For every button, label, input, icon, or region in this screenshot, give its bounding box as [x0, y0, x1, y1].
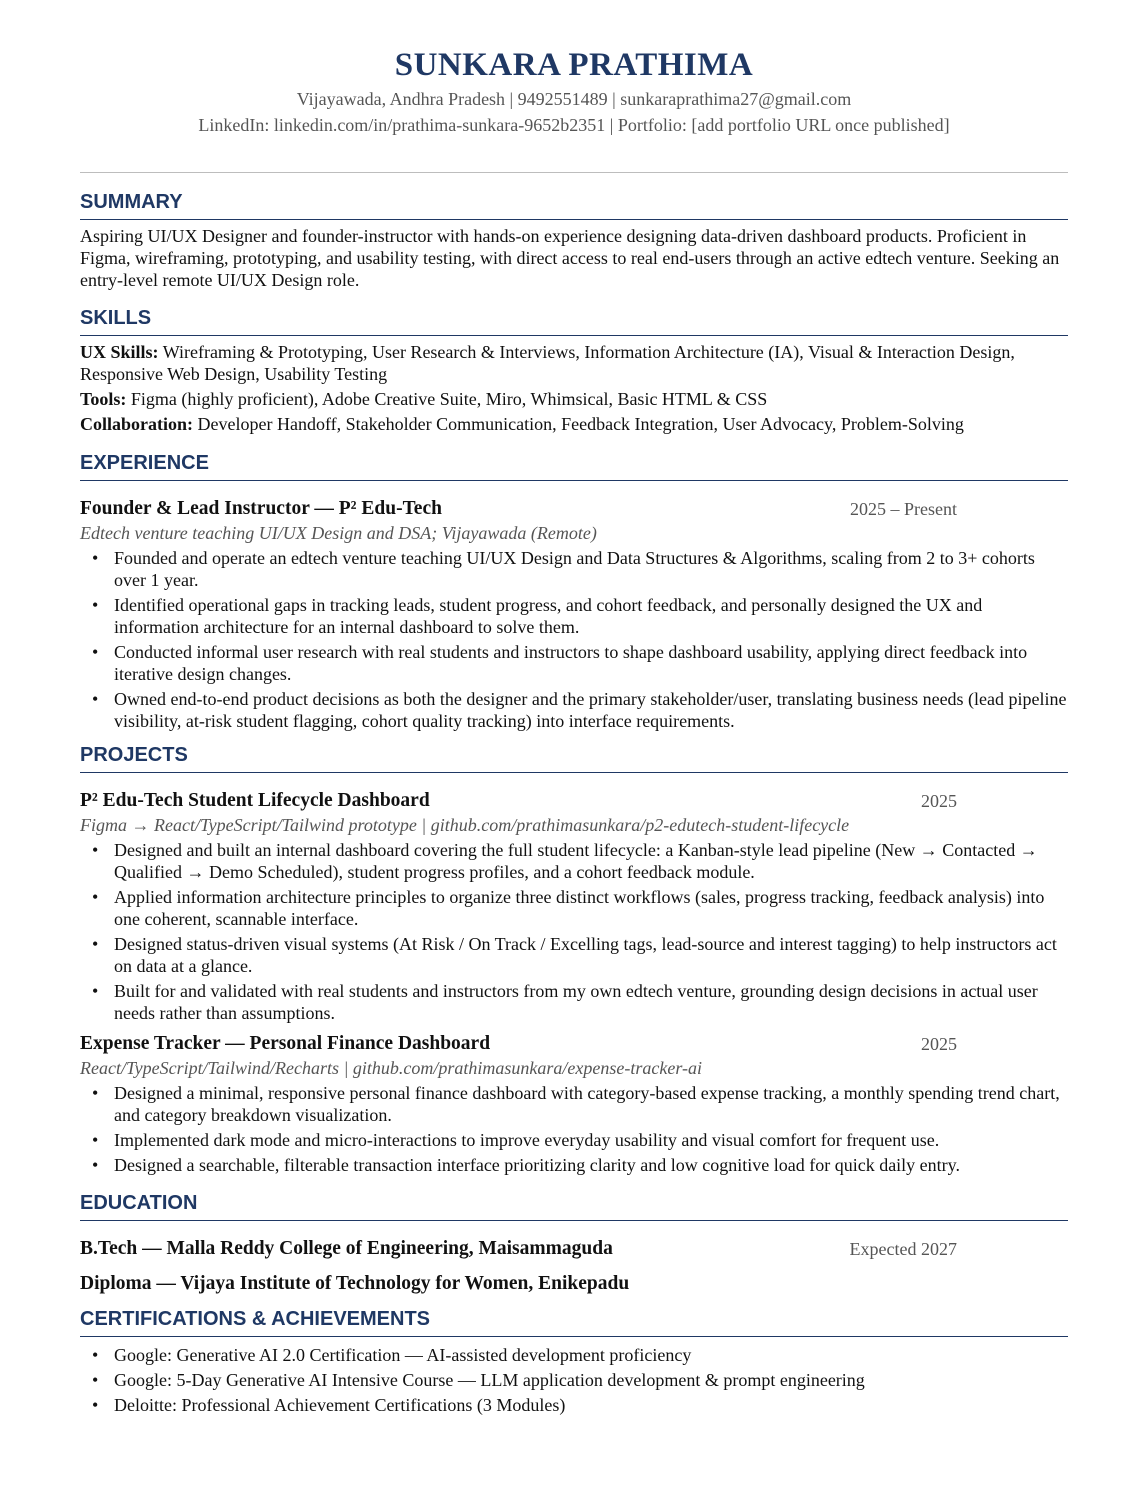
list-item: • Designed a minimal, responsive personal finance dashboard with category-based expense tracking, a monthly spending trend chart, and category breakdown visualization.	[80, 1082, 1068, 1126]
bullet-list	[80, 1344, 1068, 1416]
candidate-name: SUNKARA PRATHIMA	[394, 47, 754, 83]
list-item: • Deloitte: Professional Achievement Certifications (3 Modules)	[80, 1394, 1068, 1416]
entry-subtitle: Edtech venture teaching UI/UX Design and DSA; Vijayawada (Remote)	[80, 523, 597, 543]
summary-text: Aspiring UI/UX Designer and founder-instructor with hands-on experience designing data-driven dashboard products. Proficient in Figma, wireframing, prototyping, and usability testing, with direct access to real end-users through an active edtech venture. Seeking an entry-level remote UI/UX Design role.	[80, 226, 1060, 290]
bullet-list	[80, 1082, 1068, 1176]
list-item: • Applied information architecture principles to organize three distinct workflows (sales, progress tracking, feedback analysis) into one coherent, scannable interface.	[80, 886, 1068, 930]
list-item: • Founded and operate an edtech venture teaching UI/UX Design and Data Structures & Algorithms, scaling from 2 to 3+ cohorts over 1 year.	[80, 547, 1068, 591]
section-title-education: EDUCATION	[80, 1189, 1068, 1221]
entry-subtitle: Figma → React/TypeScript/Tailwind prototype | github.com/prathimasunkara/p2-edutech-student-lifecycle	[80, 815, 850, 835]
list-item: • Google: Generative AI 2.0 Certification — AI-assisted development proficiency	[80, 1344, 1068, 1366]
resume-header	[80, 44, 1068, 138]
skills-section	[80, 304, 1068, 438]
skill-row-tools	[80, 388, 1068, 410]
section-title-summary: SUMMARY	[80, 188, 1068, 220]
section-title-skills: SKILLS	[80, 304, 1068, 336]
contact-line-links: LinkedIn: linkedin.com/in/prathima-sunkara-9652b2351 | Portfolio: [add portfolio URL once published]	[198, 115, 950, 135]
entry-date: Expected 2027	[849, 1239, 957, 1259]
list-item: • Google: 5-Day Generative AI Intensive Course — LLM application development & prompt engineering	[80, 1369, 1068, 1391]
entry-date: 2025	[921, 791, 957, 811]
projects-section	[80, 741, 1068, 1179]
section-title-projects: PROJECTS	[80, 741, 1068, 773]
entry-subtitle: React/TypeScript/Tailwind/Recharts | github.com/prathimasunkara/expense-tracker-ai	[80, 1058, 702, 1078]
list-item: • Implemented dark mode and micro-interactions to improve everyday usability and visual comfort for frequent use.	[80, 1129, 1068, 1151]
entry-title: Expense Tracker — Personal Finance Dashboard	[80, 1033, 491, 1054]
skill-label: Tools:	[80, 389, 127, 409]
list-item: • Designed a searchable, filterable transaction interface prioritizing clarity and low cognitive load for quick daily entry.	[80, 1154, 1068, 1176]
entry-heading	[80, 1271, 1068, 1297]
list-item: • Built for and validated with real students and instructors from my own edtech venture, grounding design decisions in actual user needs rather than assumptions.	[80, 980, 1068, 1024]
skill-value: Developer Handoff, Stakeholder Communication, Feedback Integration, User Advocacy, Problem-Solving	[193, 414, 964, 434]
skill-label: Collaboration:	[80, 414, 194, 434]
entry-heading	[80, 1236, 1068, 1262]
entry-title: Founder & Lead Instructor — P² Edu-Tech	[80, 498, 442, 519]
bullet-list	[80, 839, 1068, 1024]
list-item: • Conducted informal user research with real students and instructors to shape dashboard usability, applying direct feedback into iterative design changes.	[80, 641, 1068, 685]
skill-value: Figma (highly proficient), Adobe Creative Suite, Miro, Whimsical, Basic HTML & CSS	[126, 389, 768, 409]
entry-heading	[80, 496, 1068, 522]
certifications-section	[80, 1305, 1068, 1419]
list-item: • Designed and built an internal dashboard covering the full student lifecycle: a Kanban-style lead pipeline (New → Contacted → Qualified → Demo Scheduled), student progress profiles, and a cohort feedback module.	[80, 839, 1068, 883]
entry-date: 2025	[921, 1034, 957, 1054]
skill-label: UX Skills:	[80, 342, 159, 362]
section-title-certifications: CERTIFICATIONS & ACHIEVEMENTS	[80, 1305, 1068, 1337]
entry-title: Diploma — Vijaya Institute of Technology for Women, Enikepadu	[80, 1273, 630, 1294]
education-section	[80, 1189, 1068, 1297]
experience-section	[80, 449, 1068, 735]
bullet-list	[80, 547, 1068, 732]
contact-line-location: Vijayawada, Andhra Pradesh | 9492551489 | sunkaraprathima27@gmail.com	[296, 89, 852, 109]
entry-title: B.Tech — Malla Reddy College of Engineering, Maisammaguda	[80, 1238, 613, 1259]
skill-row-ux	[80, 341, 1068, 385]
entry-heading	[80, 788, 1068, 814]
entry-title: P² Edu-Tech Student Lifecycle Dashboard	[80, 790, 430, 811]
skill-row-collaboration	[80, 413, 1068, 435]
section-title-experience: EXPERIENCE	[80, 449, 1068, 481]
entry-date: 2025 – Present	[850, 499, 957, 519]
entry-heading	[80, 1031, 1068, 1057]
summary-section	[80, 188, 1068, 291]
header-divider	[80, 172, 1068, 173]
skill-value: Wireframing & Prototyping, User Research & Interviews, Information Architecture (IA), Visual & Interaction Design, Responsive Web Design, Usability Testing	[80, 342, 1015, 384]
list-item: • Owned end-to-end product decisions as both the designer and the primary stakeholder/user, translating business needs (lead pipeline visibility, at-risk student flagging, cohort quality tracking) into interface requirements.	[80, 688, 1068, 732]
list-item: • Designed status-driven visual systems (At Risk / On Track / Excelling tags, lead-source and interest tagging) to help instructors act on data at a glance.	[80, 933, 1068, 977]
list-item: • Identified operational gaps in tracking leads, student progress, and cohort feedback, and personally designed the UX and information architecture for an internal dashboard to solve them.	[80, 594, 1068, 638]
